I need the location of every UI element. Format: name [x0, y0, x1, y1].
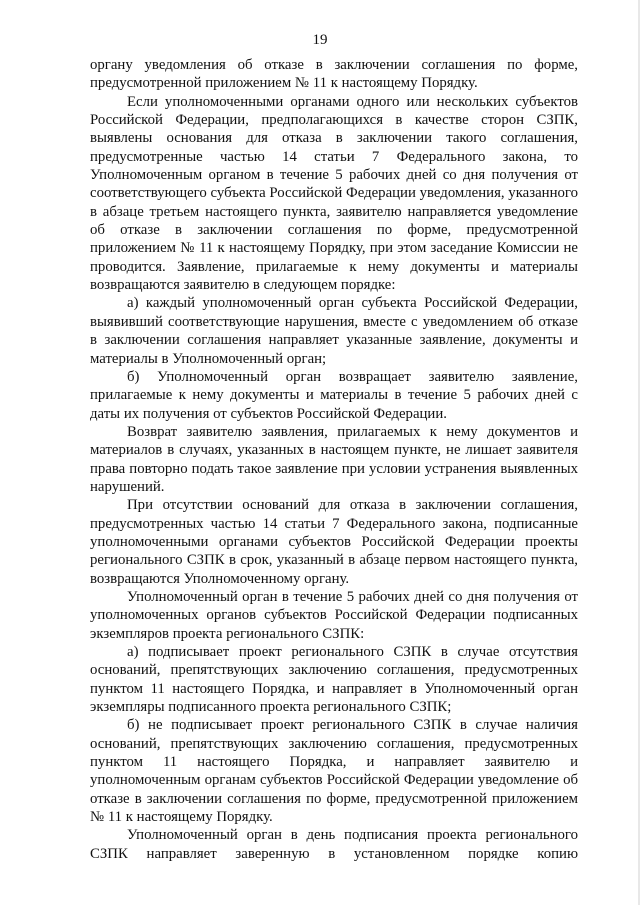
paragraph-copy-sending: Уполномоченный орган в день подписания проекта регионального СЗПК направляет заверенную в установленном порядке копию: [90, 827, 578, 862]
paragraph-no-grounds: При отсутствии оснований для отказа в заключении соглашения, предусмотренных частью 14 статьи 7 Федерального закона, подписанные уполномоченными органами субъектов Российской Федерации проекты регионального СЗПК в срок, указанный в абзаце первом настоящего пункта, возвращаются Уполномоченному органу.: [90, 497, 578, 587]
paragraph-authority-term: Уполномоченный орган в течение 5 рабочих дней со дня получения от уполномоченных органов субъектов Российской Федерации подписанных экземпляров проекта регионального СЗПК:: [90, 588, 578, 642]
paragraph-return-right: Возврат заявителю заявления, прилагаемых к нему документов и материалов в случаях, указанных в настоящем пункте, не лишает заявителя права повторно подать такое заявление при условии устранения выявленных нарушений.: [90, 423, 578, 495]
page-number: 19: [312, 32, 328, 48]
paragraph-item-a-sign: а) подписывает проект регионального СЗПК в случае отсутствия оснований, препятствующих заключению соглашения, предусмотренных пунктом 11 настоящего Порядка, и направляет в Уполномоченный орган экземпляры подписанного проекта регионального СЗПК;: [90, 644, 578, 716]
paragraph-item-b-return: б) Уполномоченный орган возвращает заявителю заявление, прилагаемые к нему документы и материалы в течение 5 рабочих дней с даты их получения от субъектов Российской Федерации.: [90, 368, 578, 422]
paragraph-continuation: органу уведомления об отказе в заключении соглашения по форме, предусмотренной приложением № 11 к настоящему Порядку.: [90, 57, 578, 92]
paragraph-item-b-not-sign: б) не подписывает проект регионального СЗПК в случае наличия оснований, препятствующих заключению соглашения, предусмотренных пунктом 11 настоящего Порядка, и направляет заявителю и уполномоченным органам субъектов Российской Федерации уведомление об отказе в заключении соглашения по форме, предусмотренной приложением № 11 к настоящему Порядку.: [90, 717, 578, 826]
paragraph-item-a-return: а) каждый уполномоченный орган субъекта Российской Федерации, выявивший соответствующие нарушения, вместе с уведомлением об отказе в заключении соглашения направляет указанные заявление, документы и материалы в Уполномоченный орган;: [90, 295, 578, 367]
paragraph-refusal-grounds: Если уполномоченными органами одного или нескольких субъектов Российской Федерации, предполагающихся в качестве сторон СЗПК, выявлены основания для отказа в заключении такого соглашения, предусмотренные частью 14 статьи 7 Федерального закона, то Уполномоченным органом в течение 5 рабочих дней со дня получения от соответствующего субъекта Российской Федерации уведомления, указанного в абзаце третьем настоящего пункта, заявителю направляется уведомление об отказе в заключении соглашения по форме, предусмотренной приложением № 11 к настоящему Порядку, при этом заседание Комиссии не проводится. Заявление, прилагаемые к нему документы и материалы возвращаются заявителю в следующем порядке:: [90, 93, 578, 294]
document-body: [90, 56, 578, 863]
